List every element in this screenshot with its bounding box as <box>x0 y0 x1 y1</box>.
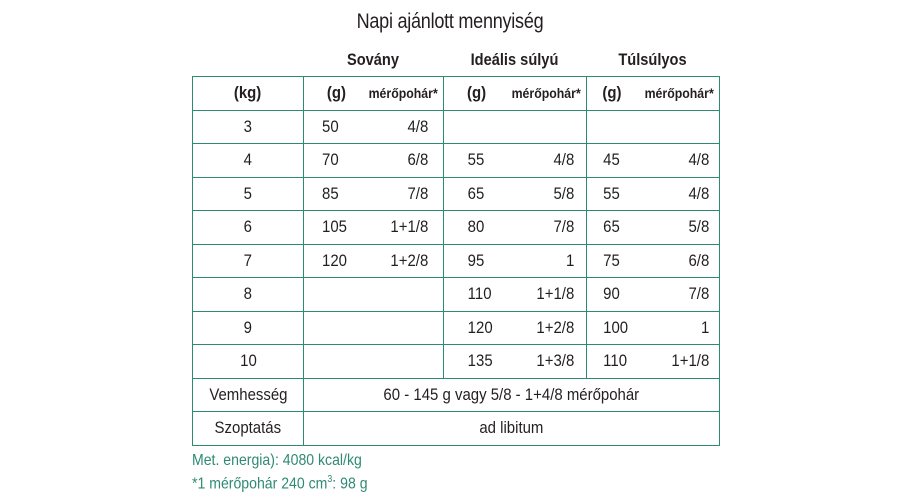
grams-value: 45 <box>603 150 620 170</box>
amount-cell-overweight <box>587 110 720 144</box>
special-row-label: Vemhesség <box>193 378 304 412</box>
header-ideal-units: (g) mérőpohár* <box>444 77 587 111</box>
table-row-special <box>193 378 720 412</box>
amount-cell-ideal <box>444 144 587 178</box>
header-lean-units: (g) mérőpohár* <box>304 77 444 111</box>
cup-value: 1 <box>700 317 710 337</box>
cup-value: 7/8 <box>688 284 710 304</box>
cup-value: 4/8 <box>688 183 710 203</box>
amount-cell-ideal <box>444 311 587 345</box>
grams-value: 120 <box>467 317 493 337</box>
amount-cell-ideal <box>444 177 587 211</box>
cup-value: 1+2/8 <box>390 250 429 270</box>
amount-cell-ideal <box>444 278 587 312</box>
amount-cell-overweight <box>587 244 720 278</box>
grams-value: 55 <box>467 150 485 170</box>
group-header-ideal: Ideális súlyú <box>470 50 559 69</box>
grams-value: 80 <box>467 217 485 237</box>
table-row <box>193 244 720 278</box>
cup-value: 4/8 <box>407 116 429 136</box>
table-row <box>193 311 720 345</box>
weight-kg-cell: 4 <box>193 144 304 178</box>
cup-value: 1+1/8 <box>536 284 575 304</box>
amount-cell-lean <box>304 345 444 379</box>
table-row-special <box>193 412 720 446</box>
cup-value: 4/8 <box>553 150 575 170</box>
table-row <box>193 278 720 312</box>
weight-kg-cell: 7 <box>193 244 304 278</box>
amount-cell-ideal <box>444 244 587 278</box>
grams-value: 50 <box>322 116 339 136</box>
weight-kg-cell: 3 <box>193 110 304 144</box>
special-row-label: Szoptatás <box>193 412 304 446</box>
table-row <box>193 177 720 211</box>
grams-value: 90 <box>603 284 620 304</box>
table-row <box>193 110 720 144</box>
amount-cell-overweight <box>587 211 720 245</box>
grams-value: 120 <box>322 250 348 270</box>
amount-cell-overweight <box>587 144 720 178</box>
grams-value: 65 <box>603 217 620 237</box>
cup-value: 1+2/8 <box>536 317 575 337</box>
amount-cell-ideal <box>444 211 587 245</box>
grams-value: 105 <box>322 217 348 237</box>
table-row <box>193 144 720 178</box>
grams-value: 65 <box>467 183 485 203</box>
cup-value: 6/8 <box>688 250 710 270</box>
header-overweight-units: (g) mérőpohár* <box>587 77 720 111</box>
amount-cell-lean <box>304 110 444 144</box>
amount-cell-ideal <box>444 110 587 144</box>
weight-kg-cell: 8 <box>193 278 304 312</box>
amount-cell-lean <box>304 211 444 245</box>
weight-kg-cell: 9 <box>193 311 304 345</box>
grams-value: 135 <box>467 351 493 371</box>
amount-cell-ideal <box>444 345 587 379</box>
page-title: Napi ajánlott mennyiség <box>356 10 544 33</box>
cup-value: 1 <box>565 250 575 270</box>
table-row <box>193 211 720 245</box>
table-row <box>193 345 720 379</box>
table-header-row <box>193 77 720 111</box>
grams-value: 100 <box>603 317 629 337</box>
feeding-table <box>192 76 720 446</box>
grams-value: 110 <box>603 351 628 371</box>
cup-value: 1+3/8 <box>536 351 575 371</box>
grams-value: 95 <box>467 250 485 270</box>
cup-value: 4/8 <box>688 150 710 170</box>
weight-kg-cell: 5 <box>193 177 304 211</box>
cup-value: 1+1/8 <box>390 217 429 237</box>
special-row-value: ad libitum <box>304 412 720 446</box>
cup-value: 5/8 <box>688 217 710 237</box>
weight-kg-cell: 6 <box>193 211 304 245</box>
footnote-energy: Met. energia): 4080 kcal/kg <box>192 452 362 469</box>
special-row-value: 60 - 145 g vagy 5/8 - 1+4/8 mérőpohár <box>304 378 720 412</box>
grams-value: 75 <box>603 250 620 270</box>
amount-cell-lean <box>304 144 444 178</box>
grams-value: 110 <box>467 284 492 304</box>
amount-cell-overweight <box>587 311 720 345</box>
cup-value: 5/8 <box>553 183 575 203</box>
cup-value: 1+1/8 <box>671 351 710 371</box>
cup-value: 7/8 <box>407 183 429 203</box>
grams-value: 55 <box>603 183 620 203</box>
footnote-cup: *1 mérőpohár 240 $cm^3$: 98 g <box>192 474 368 493</box>
amount-cell-overweight <box>587 278 720 312</box>
weight-kg-cell: 10 <box>193 345 304 379</box>
cup-value: 6/8 <box>407 150 429 170</box>
amount-cell-lean <box>304 278 444 312</box>
group-header-lean: Sovány <box>346 50 400 69</box>
header-kg: (kg) <box>193 77 304 111</box>
amount-cell-lean <box>304 177 444 211</box>
cup-value: 7/8 <box>553 217 575 237</box>
amount-cell-overweight <box>587 177 720 211</box>
grams-value: 70 <box>322 150 339 170</box>
amount-cell-lean <box>304 244 444 278</box>
group-header-overweight: Túlsúlyos <box>618 50 687 69</box>
grams-value: 85 <box>322 183 339 203</box>
amount-cell-overweight <box>587 345 720 379</box>
amount-cell-lean <box>304 311 444 345</box>
